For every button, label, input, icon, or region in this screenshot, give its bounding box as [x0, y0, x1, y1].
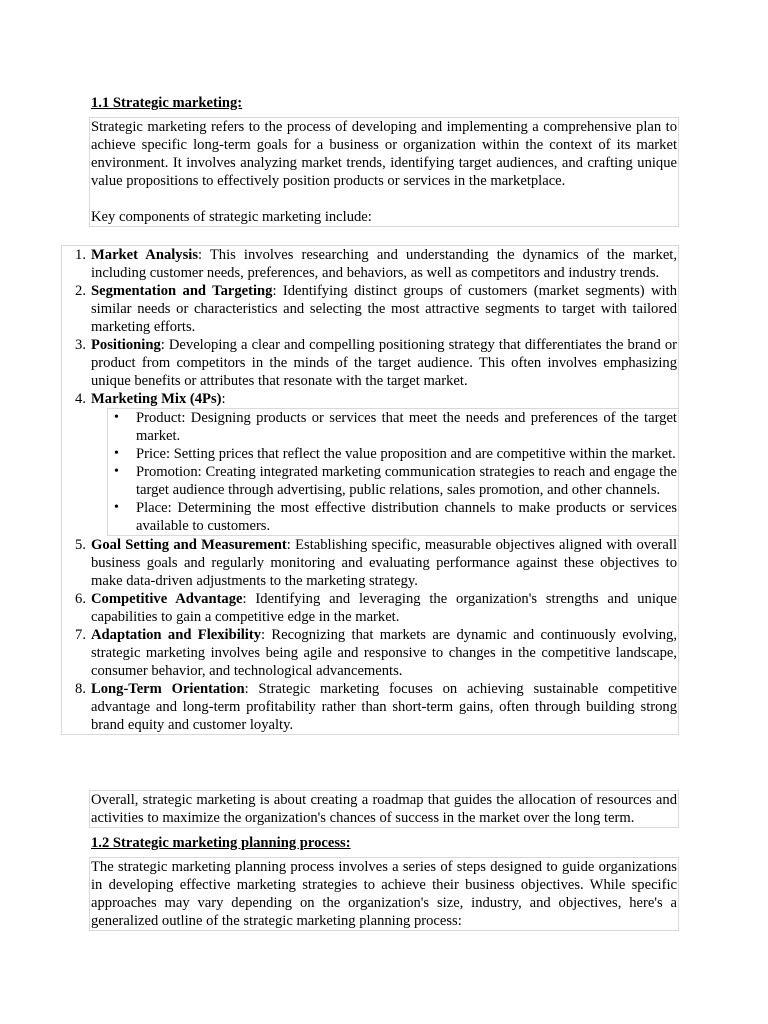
marketing-mix-box [107, 408, 679, 536]
list-number: 5. [75, 537, 86, 553]
list-text: : Strategic marketing focuses on achieving sustainable competitive advantage and long-term profitability rather than short-term gains, often through building strong brand equity and customer loyalty. [91, 681, 677, 733]
bullet-item: • Promotion: Creating integrated marketing communication strategies to reach and engage the target audience through advertising, public relations, sales promotion, and other channels. [108, 463, 678, 499]
list-term: Adaptation and Flexibility [91, 627, 262, 643]
section-1-heading: 1.1 Strategic marketing: [91, 95, 243, 111]
intro-paragraph: Strategic marketing refers to the process of developing and implementing a comprehensive plan to achieve specific long-term goals for a business or organization within the context of its market environment. It involves analyzing market trends, identifying target audiences, and crafting unique value propositions to effectively position products or services in the marketplace. [91, 119, 677, 189]
list-text: : Recognizing that markets are dynamic and continuously evolving, strategic marketing involves being agile and responsive to changes in the competitive landscape, consumer behavior, and technological advancements. [91, 627, 677, 679]
section-2-heading: 1.2 Strategic marketing planning process: [91, 835, 351, 851]
list-number: 7. [75, 627, 86, 643]
overall-text-box [89, 790, 679, 828]
list-term: Positioning [91, 337, 161, 353]
list-number: 1. [75, 247, 86, 263]
components-list [62, 246, 678, 734]
list-item [62, 246, 678, 282]
marketing-mix-container [62, 408, 678, 536]
key-components-paragraph: Key components of strategic marketing include: [91, 209, 372, 225]
list-term: Marketing Mix (4Ps) [91, 391, 222, 407]
list-term: Segmentation and Targeting [91, 283, 273, 299]
list-item [62, 680, 678, 734]
list-item [62, 626, 678, 680]
intro-text-box [89, 117, 679, 227]
list-number: 3. [75, 337, 86, 353]
marketing-mix-list [108, 409, 678, 535]
list-term: Market Analysis [91, 247, 199, 263]
list-text: : Establishing specific, measurable objectives aligned with overall business goals and regularly monitoring and evaluating performance against these objectives to make data-driven adjustments to the marketing strategy. [91, 537, 678, 589]
list-term: Long-Term Orientation [91, 681, 245, 697]
list-text: : Developing a clear and compelling positioning strategy that differentiates the brand or product from competitors in the minds of the target audience. This often involves emphasizing unique benefits or attributes that resonate with the target market. [91, 337, 677, 389]
list-item [62, 390, 678, 408]
overall-paragraph: Overall, strategic marketing is about creating a roadmap that guides the allocation of resources and activities to maximize the organization's chances of success in the market over the long term. [91, 792, 677, 826]
list-item [62, 590, 678, 626]
list-item [62, 336, 678, 390]
planning-process-text-box [89, 857, 679, 931]
list-text: : This involves researching and understanding the dynamics of the market, including customer needs, preferences, and behaviors, as well as competitors and industry trends. [91, 247, 678, 281]
list-item [62, 536, 678, 590]
planning-process-paragraph: The strategic marketing planning process involves a series of steps designed to guide organizations in developing effective marketing strategies to achieve their business objectives. While specific approaches may vary depending on the organization's size, industry, and objectives, here's a generalized outline of the strategic marketing planning process: [91, 859, 677, 929]
list-number: 4. [75, 391, 86, 407]
list-term: Competitive Advantage [91, 591, 243, 607]
list-term: Goal Setting and Measurement [91, 537, 287, 553]
list-text: : Identifying distinct groups of customers (market segments) with similar needs or characteristics and selecting the most attractive segments to target with tailored marketing efforts. [91, 283, 677, 335]
list-number: 2. [75, 283, 86, 299]
list-item [62, 282, 678, 336]
list-number: 8. [75, 681, 86, 697]
bullet-item: • Price: Setting prices that reflect the value proposition and are competitive within the market. [108, 445, 678, 463]
components-list-box [61, 245, 679, 735]
bullet-item: • Place: Determining the most effective distribution channels to make products or services available to customers. [108, 499, 678, 535]
list-number: 6. [75, 591, 86, 607]
bullet-item: • Product: Designing products or services that meet the needs and preferences of the target market. [108, 409, 678, 445]
list-text: : Identifying and leveraging the organization's strengths and unique capabilities to gain a competitive edge in the market. [91, 591, 677, 625]
list-text: : [221, 391, 226, 407]
